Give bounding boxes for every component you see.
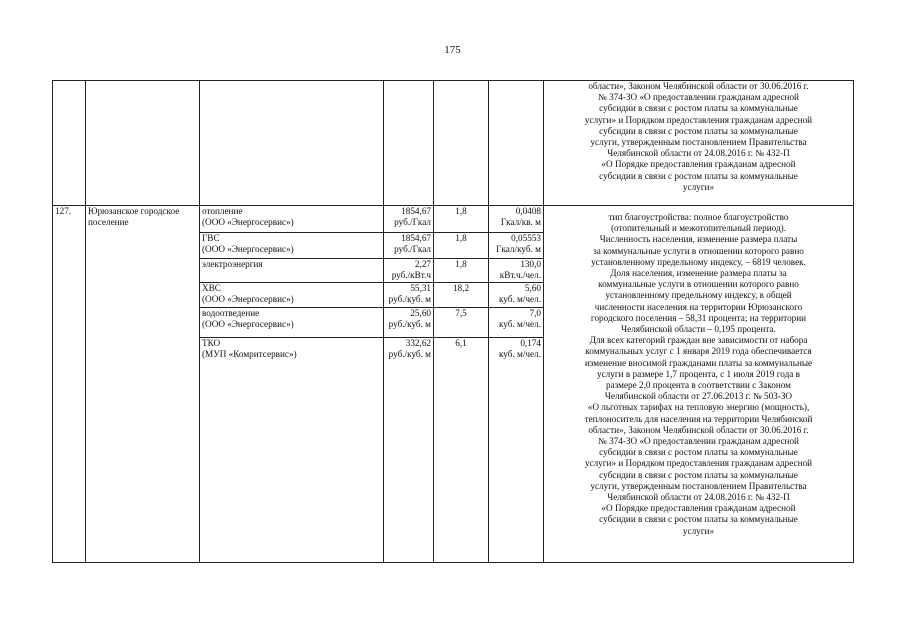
note-line: «О льготных тарифах на тепловую энергию (мощность), [587, 402, 810, 413]
norm-value: 0,174 [520, 338, 541, 348]
note-line: субсидии в связи с ростом платы за коммунальные [599, 125, 798, 136]
service-cell [200, 259, 384, 283]
note-line: Челябинской области – 0,195 процента. [621, 324, 776, 335]
norm-unit: куб. м/чел. [498, 294, 541, 305]
note-line: Челябинской области от 27.06.2013 г. № 503-ЗО [604, 391, 793, 402]
norm-unit: Гкал/куб. м [496, 244, 541, 255]
note-line: услуги» [682, 181, 715, 192]
note-line: услуги» [682, 525, 715, 536]
note-line: (отопительный и межотопительный период). [610, 223, 787, 234]
note-line: установленному предельному индексу, – 6819 человек. [591, 256, 806, 267]
price-value: 332,62 [405, 338, 431, 348]
note-line: субсидии в связи с ростом платы за коммунальные [599, 514, 798, 525]
service-name: водоотведение [202, 308, 260, 318]
service-name: электроэнергия [202, 259, 263, 269]
note-line: услуги» и Порядком предоставления гражданам адресной [584, 458, 813, 469]
rate-cell: 1,8 [434, 233, 489, 259]
page-number: 175 [444, 44, 461, 56]
price-unit: руб./Гкал [394, 217, 431, 228]
row-number: 127. [53, 206, 86, 563]
service-provider: (ООО «Энергосервис») [202, 319, 294, 330]
note-cell [544, 206, 854, 563]
note-line: субсидии в связи с ростом платы за коммунальные [599, 170, 798, 181]
price-cell [384, 206, 434, 233]
cell-empty [200, 81, 384, 206]
service-cell [200, 308, 384, 338]
rate-cell: 6,1 [434, 338, 489, 563]
note-line: «О Порядке предоставления гражданам адресной [601, 503, 796, 514]
note-line: изменение вносимой гражданами платы за коммунальные [584, 357, 813, 368]
price-value: 25,60 [410, 308, 431, 318]
rate-cell: 18,2 [434, 283, 489, 308]
norm-cell [489, 259, 544, 283]
norm-value: 130,0 [520, 259, 541, 269]
norm-unit: кВт.ч./чел. [499, 270, 541, 281]
tariff-table [52, 80, 854, 563]
price-unit: руб./куб. м [388, 294, 431, 305]
note-cell-continuation [544, 81, 854, 206]
service-cell [200, 206, 384, 233]
cell-empty [53, 81, 86, 206]
note-line: Доля населения, изменение размера платы за [610, 268, 787, 279]
service-provider: (ООО «Энергосервис») [202, 244, 294, 255]
note-line: Челябинской области от 24.08.2016 г. № 432-П [607, 492, 790, 503]
note-text [546, 212, 851, 537]
note-line: за коммунальные услуги в отношении которого равно [593, 245, 804, 256]
service-cell [200, 338, 384, 563]
cell-empty [384, 81, 434, 206]
norm-value: 7,0 [529, 308, 541, 318]
norm-unit: куб. м/чел. [498, 319, 541, 330]
service-name: ТКО [202, 338, 221, 348]
note-text [546, 81, 851, 193]
service-cell [200, 283, 384, 308]
service-name: ХВС [202, 283, 221, 293]
price-cell [384, 308, 434, 338]
price-value: 2,27 [414, 259, 431, 269]
note-line: субсидии в связи с ростом платы за коммунальные [599, 447, 798, 458]
price-cell [384, 259, 434, 283]
note-line: коммунальные услуги в отношении которого равно [598, 279, 799, 290]
note-line: «О Порядке предоставления гражданам адресной [601, 159, 796, 170]
norm-unit: куб. м/чел. [498, 349, 541, 360]
norm-value: 5,60 [524, 283, 541, 293]
note-line: тип благоустройства: полное благоустройство [608, 212, 789, 222]
service-name: отопление [202, 206, 243, 216]
rate-cell: 1,8 [434, 259, 489, 283]
cell-empty [434, 81, 489, 206]
service-provider: (ООО «Энергосервис») [202, 217, 294, 228]
rate-cell: 7,5 [434, 308, 489, 338]
note-line: услуги в размере 1,7 процента, с 1 июля 2019 года в [597, 368, 800, 379]
note-line: области», Законом Челябинской области от 30.06.2016 г. [588, 424, 809, 435]
norm-cell [489, 338, 544, 563]
table-row [53, 206, 854, 233]
price-unit: руб./куб. м [388, 349, 431, 360]
cell-empty [86, 81, 200, 206]
price-value: 1854,67 [401, 206, 431, 216]
note-line: № 374-ЗО «О предоставлении гражданам адресной [598, 92, 799, 103]
note-line: размере 2,0 процента в соответствии с Законом [606, 380, 791, 391]
cell-empty [489, 81, 544, 206]
note-line: Численность населения, изменение размера платы [599, 234, 798, 245]
note-line: численности населения на территории Юрюзанского [594, 301, 803, 312]
service-cell [200, 233, 384, 259]
service-provider: (МУП «Комритсервис») [202, 349, 297, 360]
price-value: 55,31 [410, 283, 431, 293]
norm-cell [489, 308, 544, 338]
note-line: установленному предельному индексу, в общей [605, 290, 792, 301]
service-provider: (ООО «Энергосервис») [202, 294, 294, 305]
rate-cell: 1,8 [434, 206, 489, 233]
note-line: услуги» и Порядком предоставления гражданам адресной [584, 114, 813, 125]
price-cell [384, 338, 434, 563]
note-line: области», Законом Челябинской области от 30.06.2016 г. [588, 81, 809, 91]
note-line: городского поселения – 58,31 процента; на территории [590, 312, 807, 323]
norm-cell [489, 283, 544, 308]
note-line: № 374-ЗО «О предоставлении гражданам адресной [598, 436, 799, 447]
price-cell [384, 233, 434, 259]
note-line: услуги, утвержденным постановлением Правительства [590, 137, 807, 148]
norm-unit: Гкал/кв. м [500, 217, 541, 228]
table-row-continuation [53, 81, 854, 206]
norm-cell [489, 233, 544, 259]
note-line: теплоноситель для населения на территории Челябинской [584, 413, 813, 424]
price-unit: руб./куб. м [388, 319, 431, 330]
price-unit: руб./кВт.ч [391, 270, 431, 281]
norm-value: 0,05553 [511, 233, 541, 243]
note-line: субсидии в связи с ростом платы за коммунальные [599, 103, 798, 114]
service-name: ГВС [202, 233, 220, 243]
price-unit: руб./Гкал [394, 244, 431, 255]
note-line: субсидии в связи с ростом платы за коммунальные [599, 469, 798, 480]
price-cell [384, 283, 434, 308]
note-line: услуги, утвержденным постановлением Правительства [590, 480, 807, 491]
note-line: Челябинской области от 24.08.2016 г. № 432-П [607, 148, 790, 159]
municipality-name: Юрюзанское городское поселение [86, 206, 200, 563]
norm-cell [489, 206, 544, 233]
price-value: 1854,67 [401, 233, 431, 243]
note-line: Для всех категорий граждан вне зависимости от набора [589, 335, 808, 346]
norm-value: 0,0408 [515, 206, 541, 216]
note-line: коммунальных услуг с 1 января 2019 года обеспечивается [585, 346, 812, 357]
